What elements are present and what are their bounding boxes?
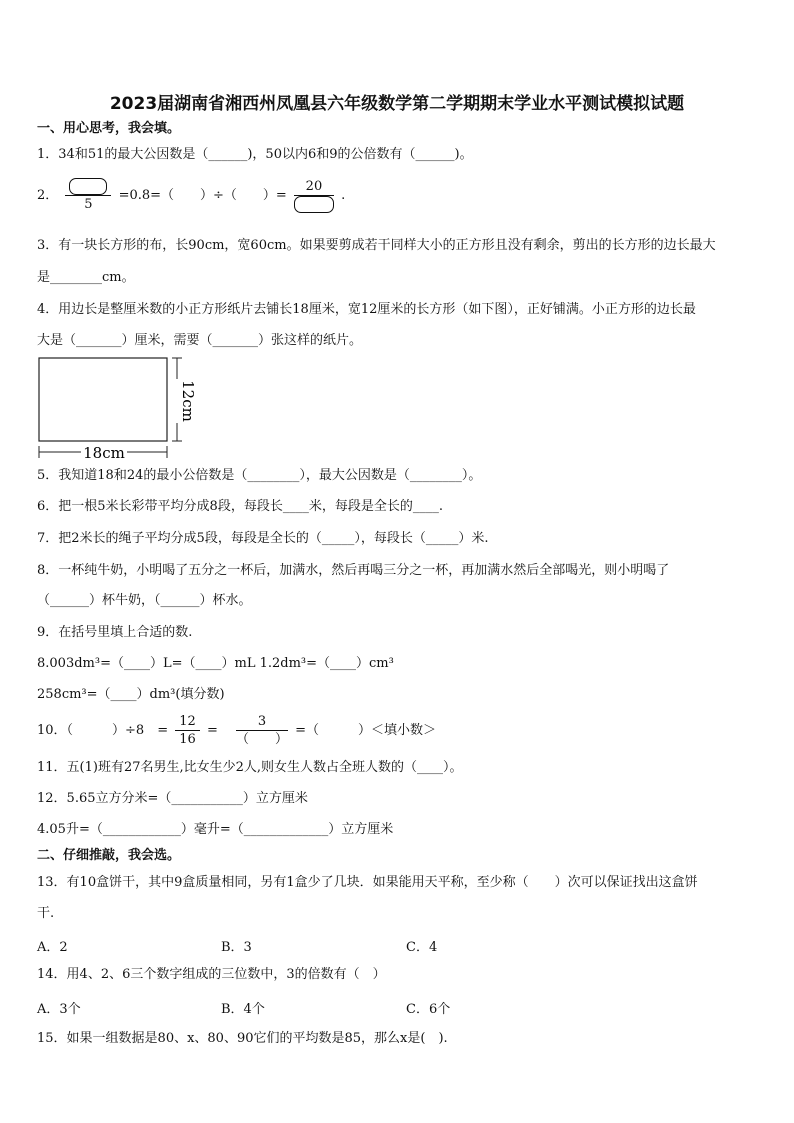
question-12-line-1: 12．5.65立方分米=（___________）立方厘米: [37, 791, 308, 806]
question-8-line-2: （______）杯牛奶，（______）杯水。: [37, 593, 252, 608]
figure-rectangle: [39, 358, 167, 441]
question-12-line-2: 4.05升=（____________）毫升=（_____________）立方厘米: [37, 822, 394, 837]
q10-fraction-2: [236, 713, 288, 748]
question-2: [37, 176, 345, 216]
question-1: 1．34和51的最大公因数是（______)，50以内6和9的公倍数有（______)。: [37, 147, 473, 162]
q10-prefix: 10．（ ）÷8 =: [37, 723, 169, 738]
height-label: 12cm: [179, 380, 197, 422]
q14-option-c: C．6个: [406, 1002, 451, 1017]
q10-eq: =: [206, 723, 218, 738]
section-heading-choose: 二、仔细推敲，我会选。: [37, 848, 181, 863]
blank-box: [294, 196, 334, 213]
question-5: 5．我知道18和24的最小公倍数是（________），最大公因数是（________）。: [37, 468, 482, 483]
question-15: 15．如果一组数据是80、x、80、90它们的平均数是85，那么x是( ).: [37, 1031, 448, 1046]
q14-option-b: B．4个: [221, 1002, 265, 1017]
q10-frac1-numerator: 12: [175, 713, 200, 731]
question-13-line-1: 13．有10盒饼干，其中9盒质量相同，另有1盒少了几块．如果能用天平称，至少称（ ）次可以保证找出这盒饼: [37, 875, 698, 890]
question-9-line-3: 258cm³=（____）dm³(填分数): [37, 687, 225, 702]
section-heading-fill: 一、用心思考，我会填。: [37, 121, 181, 136]
q13-option-c: C．4: [406, 940, 438, 955]
q13-option-b: B．3: [221, 940, 252, 955]
q10-fraction-1: [175, 713, 200, 748]
q10-suffix: =（ ）＜填小数＞: [295, 723, 437, 738]
question-13-line-2: 干.: [37, 906, 55, 921]
q13-option-a: A．2: [37, 940, 68, 955]
question-8-line-1: 8．一杯纯牛奶，小明喝了五分之一杯后，加满水，然后再喝三分之一杯，再加满水然后全部喝光，则小明喝了: [37, 563, 670, 578]
question-11: 11．五(1)班有27名男生,比女生少2人,则女生人数占全班人数的（____）。: [37, 760, 463, 775]
question-4-line-2: 大是（_______）厘米，需要（_______）张这样的纸片。: [37, 333, 363, 348]
question-10: [37, 711, 436, 751]
q14-option-a: A．3个: [37, 1002, 81, 1017]
width-label: 18cm: [83, 444, 125, 462]
question-9-line-1: 9．在括号里填上合适的数.: [37, 625, 193, 640]
blank-box: [69, 178, 107, 195]
q2-middle: =0.8=（ ）÷（ ）=: [118, 188, 287, 203]
question-9-line-2: 8.003dm³=（____）L=（____）mL 1.2dm³=（____）cm³: [37, 656, 394, 671]
question-3-line-2: 是________cm。: [37, 270, 135, 285]
question-3-line-1: 3．有一块长方形的布，长90cm，宽60cm。如果要剪成若干同样大小的正方形且没有剩余，剪出的长方形的边长最大: [37, 238, 716, 253]
q10-frac2-denominator: （ ）: [235, 732, 288, 747]
q2-fraction-2: [294, 178, 334, 213]
question-6: 6．把一根5米长彩带平均分成8段，每段长____米，每段是全长的____.: [37, 499, 443, 514]
q2-fraction-1: [65, 178, 111, 213]
rectangle-figure: [37, 355, 197, 463]
question-4-line-1: 4．用边长是整厘米数的小正方形纸片去铺长18厘米，宽12厘米的长方形（如下图），正好铺满。小正方形的边长最: [37, 302, 696, 317]
page-title: 2023届湖南省湘西州凤凰县六年级数学第二学期期末学业水平测试模拟试题: [109, 94, 685, 114]
question-7: 7．把2米长的绳子平均分成5段，每段是全长的（_____），每段长（_____）米.: [37, 531, 489, 546]
q10-frac1-denominator: 16: [179, 732, 196, 747]
q2-frac2-numerator: 20: [294, 178, 334, 196]
q2-prefix: 2．: [37, 188, 59, 203]
q2-frac1-denominator: 5: [84, 197, 93, 212]
q10-frac2-numerator: 3: [236, 713, 288, 731]
question-14: 14．用4、2、6三个数字组成的三位数中，3的倍数有（ ）: [37, 967, 386, 982]
q2-suffix: .: [341, 188, 346, 203]
